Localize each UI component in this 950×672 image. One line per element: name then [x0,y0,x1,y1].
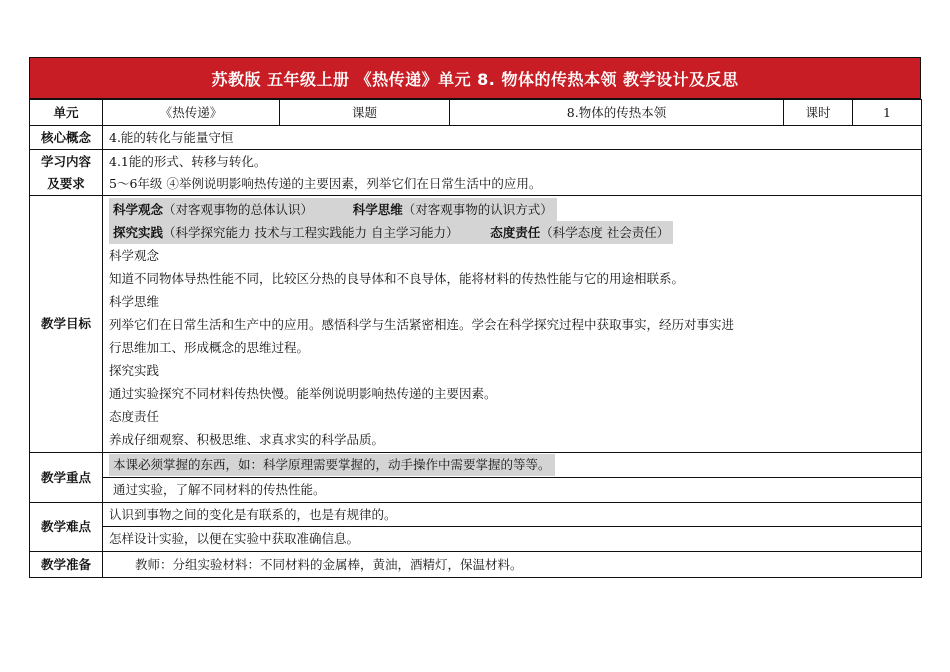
learning-content-line2: 5～6年级 ④举例说明影响热传递的主要因素，列举它们在日常生活中的应用。 [109,175,542,191]
goal-text-practice: 通过实验探究不同材料传热快慢。能举例说明影响热传递的主要因素。 [109,385,497,401]
goals-highlight-line2 [109,221,915,244]
goal-text-thinking-a: 列举它们在日常生活和生产中的应用。感悟科学与生活紧密相连。学会在科学探究过程中获取事实，经历对事实进 [109,316,735,332]
key-points-label: 教学重点 [30,453,103,503]
unit-value: 《热传递》 [103,100,280,126]
header-row [30,100,922,126]
learning-content-label [30,150,103,196]
core-concept-value: 4.能的转化与能量守恒 [103,126,922,150]
difficulties-line2: 怎样设计实验，以便在实验中获取准确信息。 [103,527,922,552]
learning-content-label-line2: 及要求 [47,175,85,191]
goal-text-concept: 知道不同物体导热性能不同，比较区分热的良导体和不良导体，能将材料的传热性能与它的用途相联系。 [109,270,685,286]
highlight-science-concept: 科学观念 [113,201,164,217]
key-points-note: 本课必须掌握的东西，如：科学原理需要掌握的，动手操作中需要掌握的等等。 [109,454,555,476]
lesson-value: 8.物体的传热本领 [450,100,784,126]
learning-content-label-line1: 学习内容 [40,153,91,169]
key-points-row-1 [30,453,922,478]
goal-heading-concept: 科学观念 [109,247,160,263]
core-concept-label: 核心概念 [30,126,103,150]
highlight-science-thinking: 科学思维 [352,201,403,217]
learning-content-line1: 4.1能的形式、转移与转化。 [109,153,267,169]
unit-label: 单元 [30,100,103,126]
lesson-label: 课题 [280,100,450,126]
preparation-label: 教学准备 [30,552,103,578]
period-label: 课时 [784,100,853,126]
learning-content-row [30,150,922,196]
teaching-goals-row [30,196,922,453]
lesson-plan-table [29,99,922,578]
difficulties-row-1 [30,503,922,527]
difficulties-line1: 认识到事物之间的变化是有联系的，也是有规律的。 [103,503,922,527]
period-value: 1 [853,100,922,126]
difficulties-label: 教学难点 [30,503,103,552]
learning-content-cell [103,150,922,196]
teaching-goals-cell [103,196,922,453]
highlight-attitude-note: （科学态度 社会责任） [540,224,670,240]
preparation-cell [103,552,922,578]
goals-highlight-1 [109,198,557,221]
core-concept-row [30,126,922,150]
key-points-row-2 [30,478,922,503]
goal-heading-thinking: 科学思维 [109,293,160,309]
goal-heading-practice: 探究实践 [109,362,160,378]
key-points-value-cell [103,478,922,503]
difficulties-row-2 [30,527,922,552]
highlight-science-concept-note: （对客观事物的总体认识） [163,201,314,217]
goal-heading-attitude: 态度责任 [109,408,160,424]
highlight-inquiry-practice: 探究实践 [113,224,164,240]
highlight-attitude: 态度责任 [490,224,541,240]
document-title: 苏教版 五年级上册 《热传递》单元 8. 物体的传热本领 教学设计及反思 [29,57,921,99]
lesson-plan-document [29,57,921,578]
key-points-note-cell [103,453,922,478]
key-points-value: 通过实验，了解不同材料的传热性能。 [113,482,326,497]
teaching-goals-label: 教学目标 [30,196,103,453]
highlight-science-thinking-note: （对客观事物的认识方式） [402,201,553,217]
highlight-inquiry-practice-note: （科学探究能力 技术与工程实践能力 自主学习能力） [163,224,459,240]
goals-highlight-line1 [109,198,915,221]
goals-highlight-2 [109,221,673,244]
preparation-row [30,552,922,578]
preparation-value: 教师：分组实验材料：不同材料的金属棒，黄油，酒精灯，保温材料。 [135,556,523,572]
goal-text-attitude: 养成仔细观察、积极思维、求真求实的科学品质。 [109,431,385,447]
goal-text-thinking-b: 行思维加工、形成概念的思维过程。 [109,339,310,355]
